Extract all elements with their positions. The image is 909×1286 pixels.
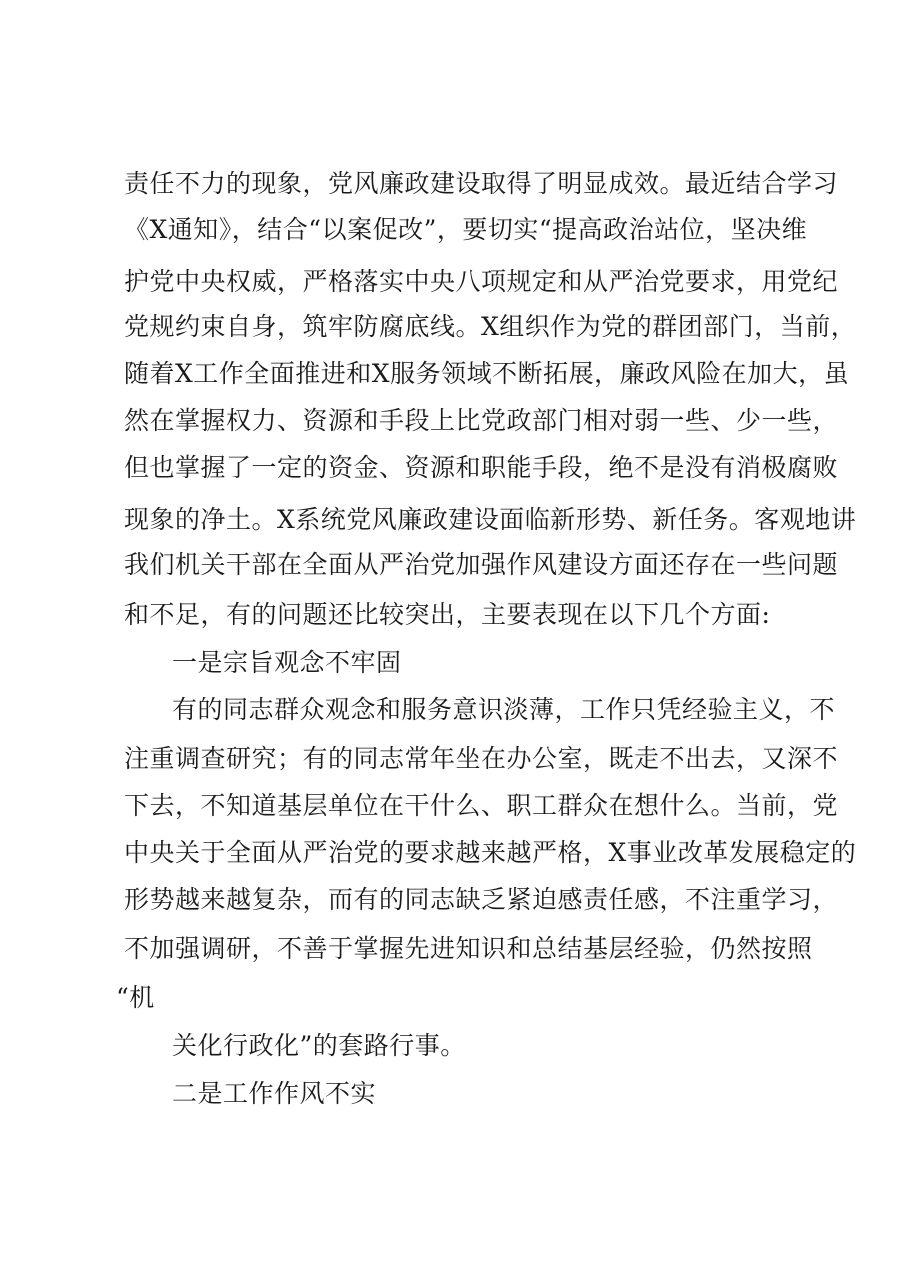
body-line-13: 下去，不知道基层单位在干什么、职工群众在想什么。当前，党 xyxy=(124,791,839,820)
section-heading-1: 一是宗旨观念不牢固 xyxy=(172,648,402,677)
body-line-15: 形势越来越复杂，而有的同志缺乏紧迫感责任感，不注重学习， xyxy=(124,885,839,914)
body-line-9: 我们机关干部在全面从严治党加强作风建设方面还存在一些问题 xyxy=(124,550,839,579)
body-line-1: 责任不力的现象，党风廉政建设取得了明显成效。最近结合学习 xyxy=(124,169,839,198)
body-line-5: 随着X工作全面推进和X服务领域不断拓展，廉政风险在加大，虽 xyxy=(124,359,850,388)
section-heading-2: 二是工作作风不实 xyxy=(172,1079,377,1108)
body-line-3: 护党中央权威，严格落实中央八项规定和从严治党要求，用党纪 xyxy=(124,267,839,296)
body-line-12: 注重调查研究；有的同志常年坐在办公室，既走不出去，又深不 xyxy=(124,744,839,773)
body-line-2: 《X通知》，结合“以案促改”，要切实“提高政治站位，坚决维 xyxy=(124,215,808,244)
body-line-11: 有的同志群众观念和服务意识淡薄，工作只凭经验主义，不 xyxy=(172,695,836,724)
body-line-6: 然在掌握权力、资源和手段上比党政部门相对弱一些、少一些， xyxy=(124,406,839,435)
body-line-8: 现象的净土。X系统党风廉政建设面临新形势、新任务。客观地讲 xyxy=(124,505,857,534)
body-line-7: 但也掌握了一定的资金、资源和职能手段，绝不是没有消极腐败 xyxy=(124,453,839,482)
body-line-10: 和不足，有的问题还比较突出，主要表现在以下几个方面: xyxy=(124,600,771,629)
body-line-17: “机 xyxy=(116,983,155,1012)
body-line-18: 关化行政化”的套路行事。 xyxy=(172,1031,466,1060)
body-line-16: 不加强调研，不善于掌握先进知识和总结基层经验，仍然按照 xyxy=(124,934,813,963)
body-line-14: 中央关于全面从严治党的要求越来越严格，X事业改革发展稳定的 xyxy=(124,838,857,867)
body-line-4: 党规约束自身，筑牢防腐底线。X组织作为党的群团部门，当前， xyxy=(124,312,857,341)
